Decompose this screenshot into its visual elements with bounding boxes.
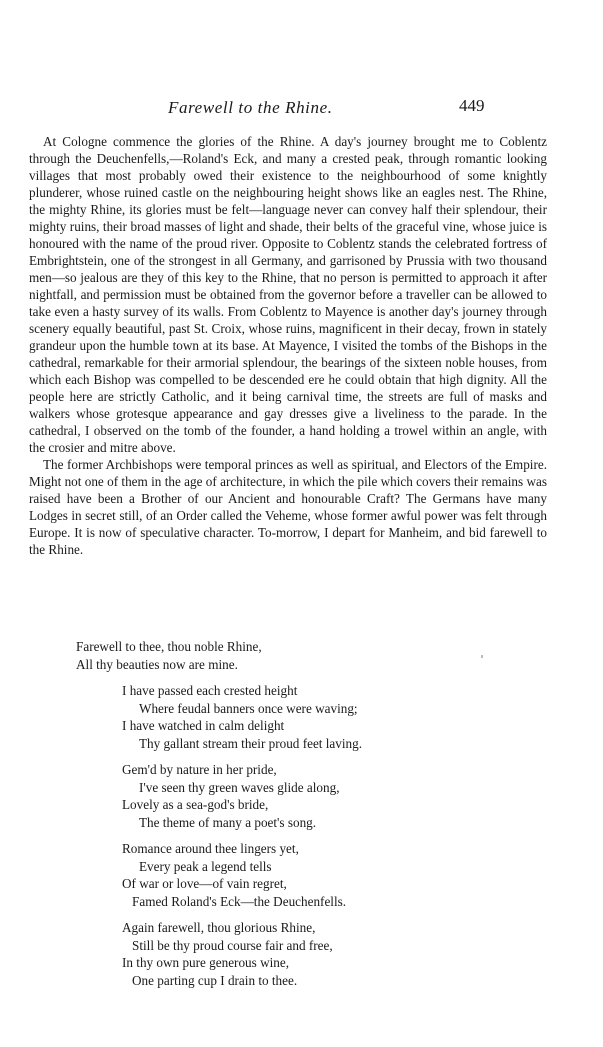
running-title: Farewell to the Rhine.	[168, 98, 333, 117]
running-head	[0, 98, 603, 122]
poem-stanza	[122, 761, 516, 831]
paragraph: The former Archbishops were temporal princes as well as spiritual, and Electors of the Empire. Might not one of them in the age of architecture, in which the pile which covers their remains was raised have been a Brother of our Ancient and honourable Craft? The Germans have many Lodges in secret still, of an Order called the Veheme, whose former awful power was felt through Europe. It is now of speculative character. To-morrow, I depart for Manheim, and bid farewell to the Rhine.	[29, 457, 547, 557]
paragraph: At Cologne commence the glories of the Rhine. A day's journey brought me to Coblentz through the Deuchenfells,—Roland's Eck, and many a crested peak, through romantic looking villages that most probably owed their existence to the neighbourhood of some knightly plunderer, whose ruined castle on the neighbouring height shows like an eagles nest. The Rhine, the mighty Rhine, its glories must be felt—language never can convey half their splendour, their mighty ruins, their broad masses of light and shade, their belts of the graceful vine, whose juice is honoured with the name of the proud river. Opposite to Coblentz stands the celebrated fortress of Embrightstein, one of the strongest in all Germany, and garrisoned by Prussia with two thousand men—so jealous are they of this key to the Rhine, that no person is permitted to approach it after nightfall, and permission must be obtained from the governor before a traveller can be allowed to take even a hasty survey of its walls. From Coblentz to Mayence is another day's journey through scenery equally beautiful, past St. Croix, whose ruins, magnificent in their decay, frown in stately grandeur upon the humble town at its base. At Mayence, I visited the tombs of the Bishops in the cathedral, remarkable for their armorial splendour, the bearings of the sixteen noble houses, from which each Bishop was compelled to be descended ere he could obtain that high dignity. All the people here are strictly Catholic, and it being carnival time, the streets are full of masks and walkers whose grotesque appearance and gay dresses give a liveliness to the parade. In the cathedral, I observed on the tomb of the founder, a hand holding a trowel within an angle, with the crosier and mitre above.	[29, 134, 547, 455]
poem-line: Lovely as a sea-god's bride,	[122, 797, 269, 812]
poem	[76, 638, 516, 989]
prose-body	[29, 133, 547, 558]
poem-stanza	[122, 919, 516, 989]
poem-line: Farewell to thee, thou noble Rhine,	[76, 639, 262, 654]
poem-line: Again farewell, thou glorious Rhine,	[122, 920, 316, 935]
poem-line: All thy beauties now are mine.	[76, 656, 238, 672]
poem-line: Where feudal banners once were waving;	[139, 700, 358, 716]
poem-line: I have passed each crested height	[122, 683, 298, 698]
poem-line: One parting cup I drain to thee.	[132, 972, 298, 988]
poem-line: Famed Roland's Eck—the Deuchenfells.	[132, 893, 347, 909]
poem-line: Every peak a legend tells	[139, 858, 272, 874]
poem-line: Still be thy proud course fair and free,	[132, 937, 333, 953]
poem-line: In thy own pure generous wine,	[122, 955, 290, 970]
poem-stanza	[122, 840, 516, 910]
page-number: 449	[459, 96, 485, 115]
paper-speck	[481, 655, 483, 658]
poem-opening-couplet	[76, 638, 516, 673]
poem-line: I've seen thy green waves glide along,	[139, 779, 340, 795]
poem-line: I have watched in calm delight	[122, 718, 285, 733]
poem-line: Gem'd by nature in her pride,	[122, 762, 277, 777]
poem-line: Romance around thee lingers yet,	[122, 841, 299, 856]
poem-stanza	[122, 682, 516, 752]
poem-line: Thy gallant stream their proud feet laving.	[139, 735, 363, 751]
poem-line: The theme of many a poet's song.	[139, 814, 317, 830]
poem-line: Of war or love—of vain regret,	[122, 876, 287, 891]
